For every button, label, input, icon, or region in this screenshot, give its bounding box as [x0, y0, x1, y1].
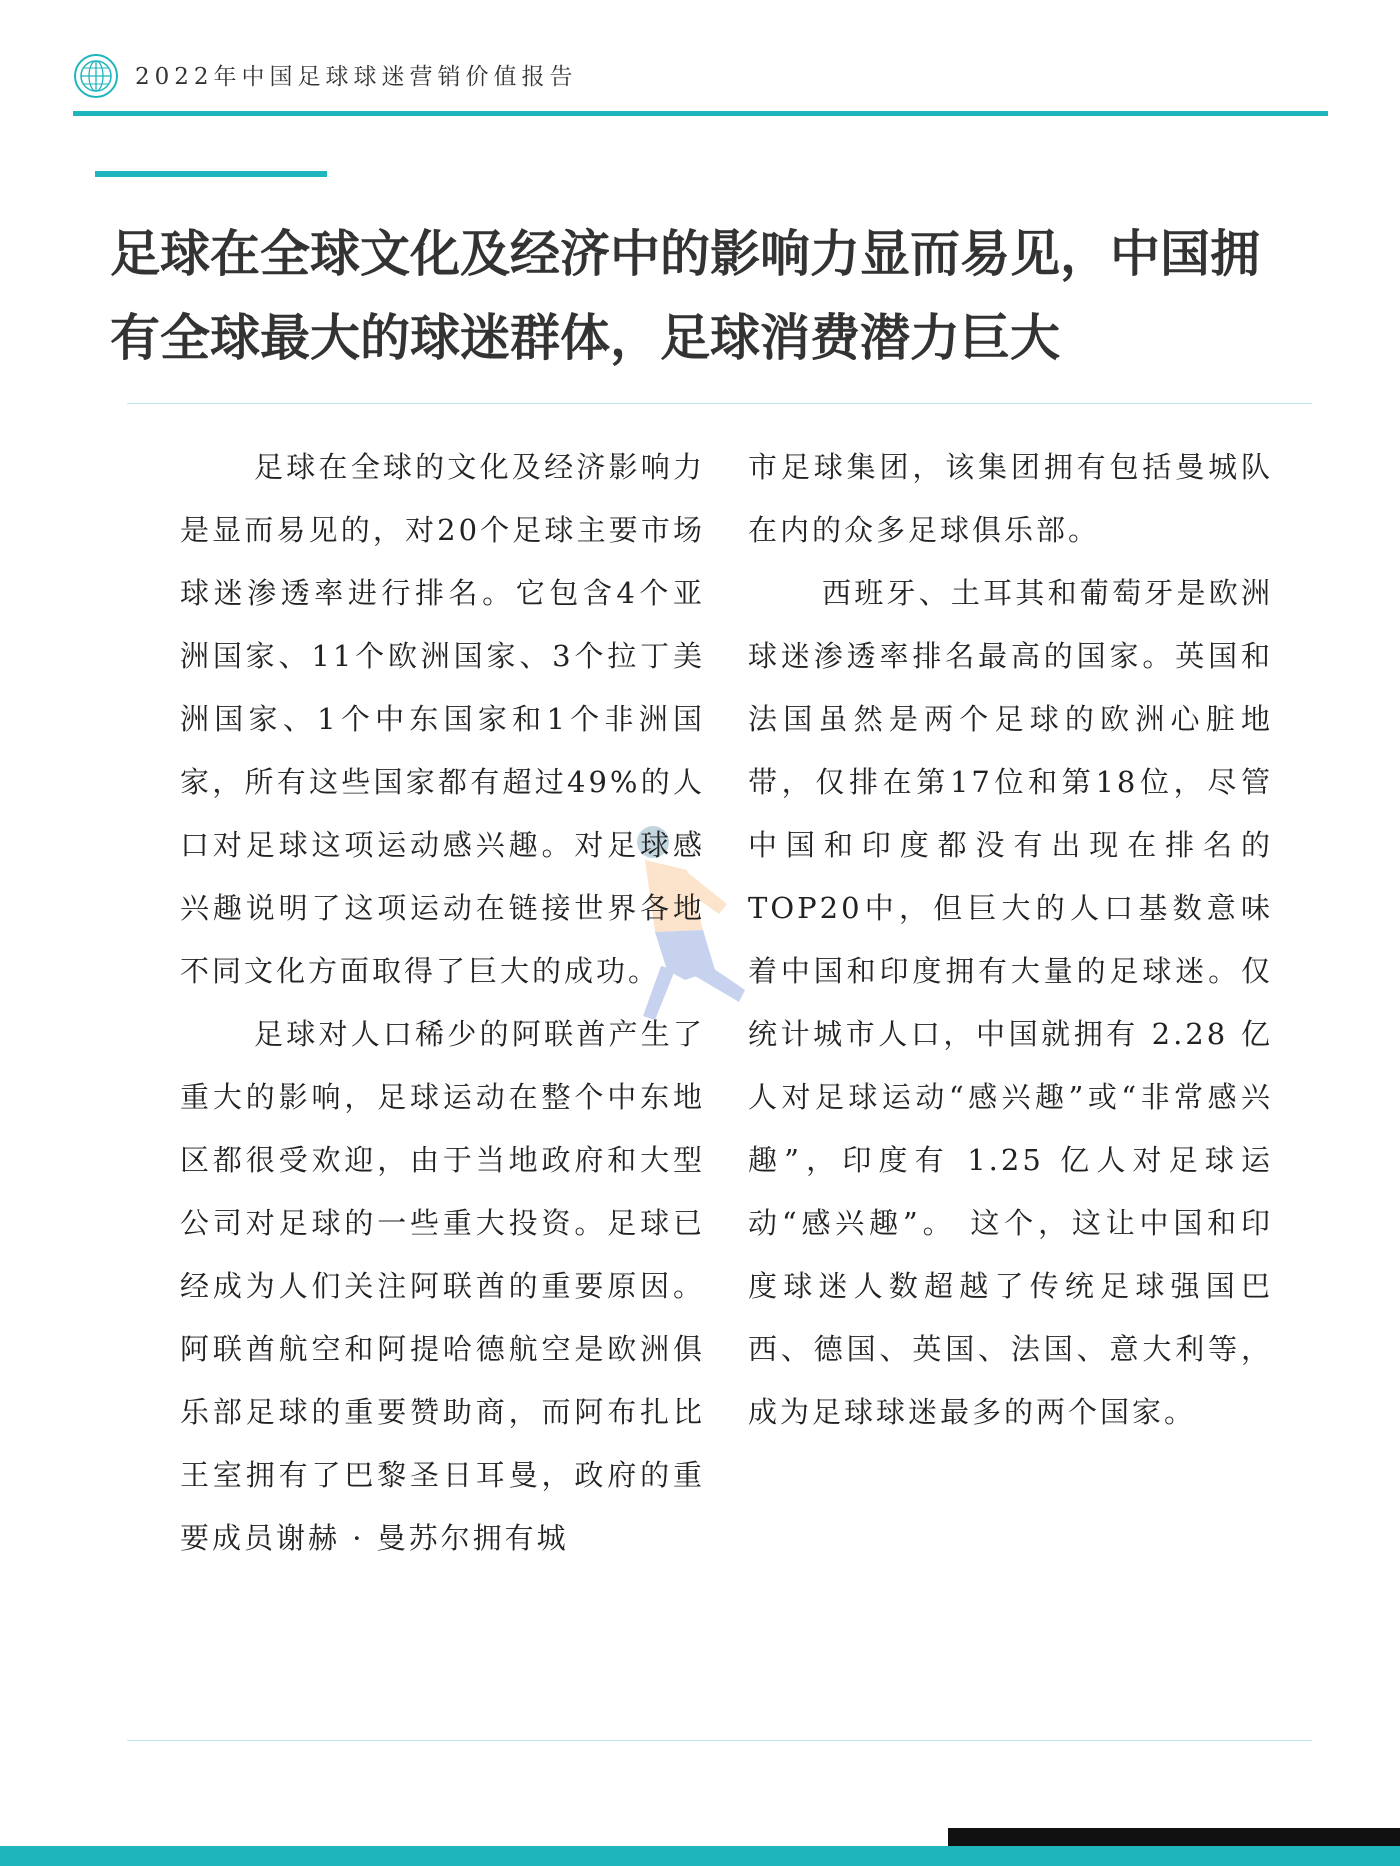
footer-divider — [127, 1740, 1312, 1741]
page-heading-line-2: 有全球最大的球迷群体，足球消费潜力巨大 — [110, 309, 1060, 367]
left-text-column — [180, 436, 705, 1570]
page-heading-line-1: 足球在全球文化及经济中的影响力显而易见，中国拥 — [110, 225, 1260, 283]
left-paragraph-2: 足球对人口稀少的阿联酋产生了重大的影响，足球运动在整个中东地区都很受欢迎，由于当地政府和大型公司对足球的一些重大投资。足球已经成为人们关注阿联酋的重要原因。阿联酋航空和阿提哈德航空是欧洲俱乐部足球的重要赞助商，而阿布扎比王室拥有了巴黎圣日耳曼，政府的重要成员谢赫 · 曼苏尔拥有城 — [180, 1017, 705, 1555]
right-text-column — [748, 436, 1273, 1444]
right-paragraph-1: 市足球集团，该集团拥有包括曼城队在内的众多足球俱乐部。 — [748, 450, 1273, 547]
heading-accent-bar — [95, 171, 327, 177]
right-paragraph-2: 西班牙、土耳其和葡萄牙是欧洲球迷渗透率排名最高的国家。英国和法国虽然是两个足球的欧洲心脏地带，仅排在第17位和第18位，尽管中国和印度都没有出现在排名的TOP20中，但巨大的人口基数意味着中国和印度拥有大量的足球迷。仅统计城市人口，中国就拥有 2.28 亿人对足球运动“感兴趣”或“非常感兴趣”，印度有 1.25 亿人对足球运动“感兴趣”。 这个，这让中国和印度球迷人数超越了传统足球强国巴西、德国、英国、法国、意大利等，成为足球球迷最多的两个国家。 — [748, 576, 1273, 1429]
footer-accent-bar — [0, 1846, 1400, 1866]
footer-dark-block — [948, 1828, 1400, 1848]
left-paragraph-1: 足球在全球的文化及经济影响力是显而易见的，对20个足球主要市场球迷渗透率进行排名。它包含4个亚洲国家、11个欧洲国家、3个拉丁美洲国家、1个中东国家和1个非洲国家，所有这些国家都有超过49%的人口对足球这项运动感兴趣。对足球感兴趣说明了这项运动在链接世界各地不同文化方面取得了巨大的成功。 — [180, 450, 705, 988]
globe-emblem-icon — [73, 53, 119, 99]
page-heading — [110, 212, 1340, 380]
report-header-title: 2022年中国足球球迷营销价值报告 — [135, 64, 578, 90]
header-divider — [73, 111, 1328, 116]
heading-divider — [127, 403, 1312, 404]
